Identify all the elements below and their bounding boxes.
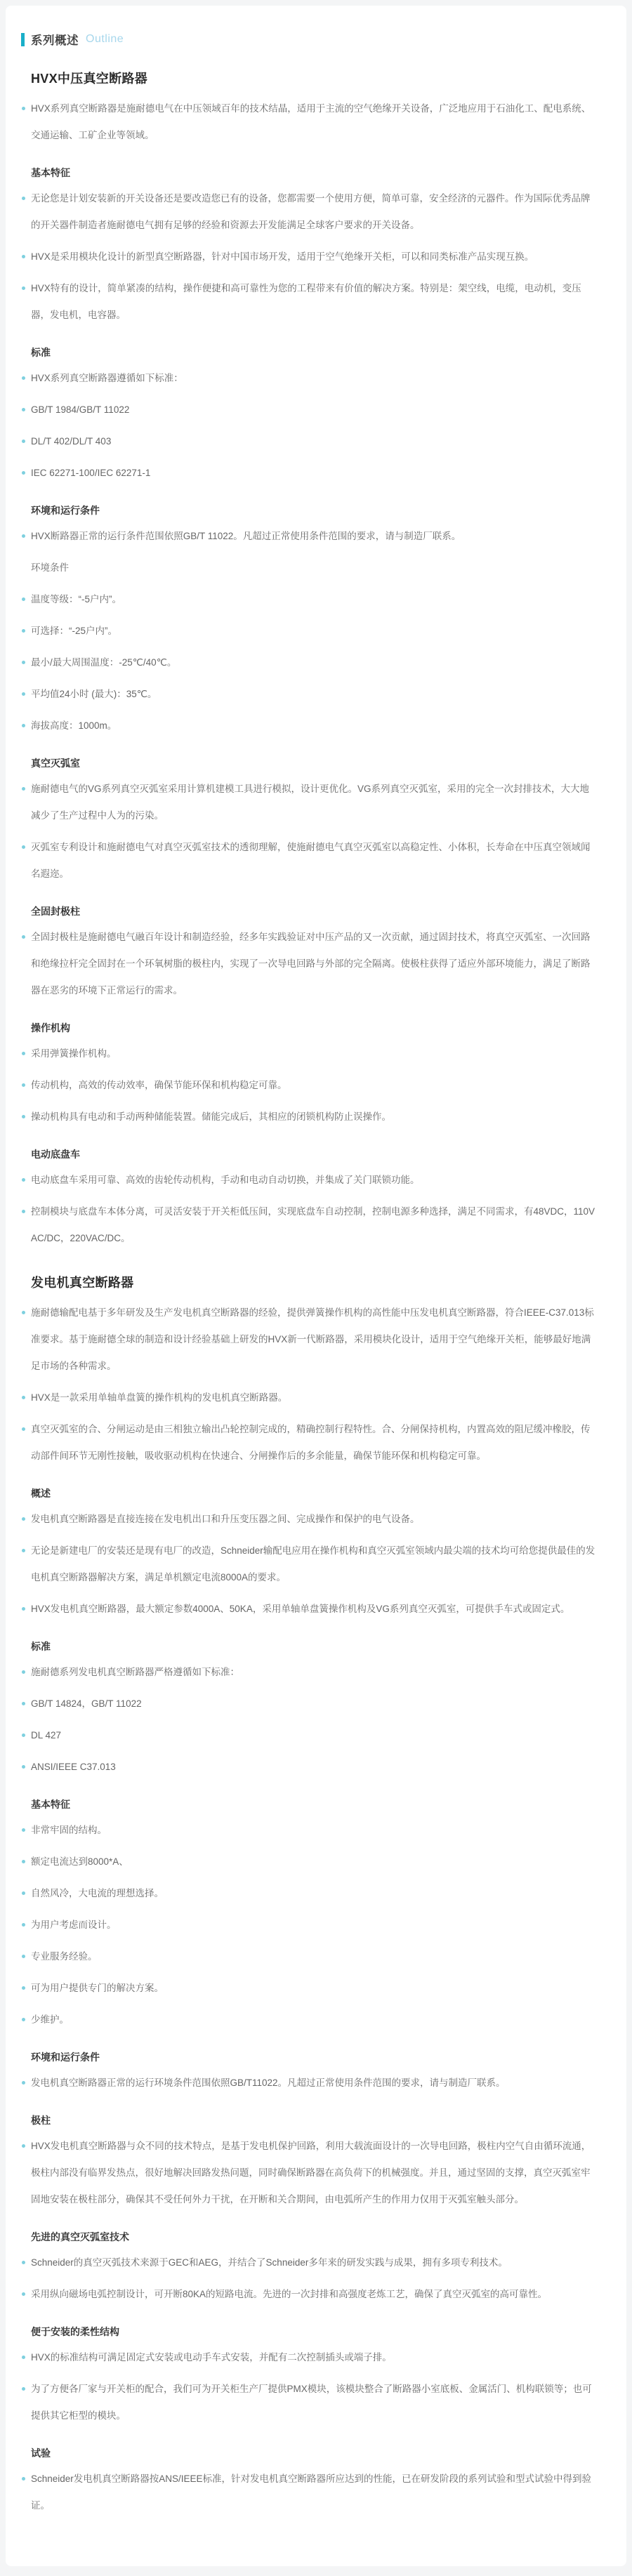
block-text: 无论您是计划安装新的开关设备还是要改造您已有的设备，您都需要一个使用方便，简单可靠，安全经济的元器件。作为国际优秀品牌的开关器件制造者施耐德电气拥有足够的经验和资源去开发能满足全球客户要求的开关设备。 [31,193,591,230]
bullet-item [21,618,598,645]
subsection-heading [21,2113,598,2127]
subsection-heading [21,1797,598,1811]
product-heading [21,69,598,87]
bullet-marker-icon [22,1828,25,1832]
block-text: 基本特征 [31,167,70,178]
block-text: 试验 [31,2448,51,2459]
bullet-marker-icon [22,440,25,443]
bullet-marker-icon [22,197,25,200]
block-text: IEC 62271-100/IEC 62271-1 [31,468,151,478]
block-text: 全固封极柱是施耐德电气融百年设计和制造经验，经多年实践验证对中压产品的又一次贡献，通过固封技术，将真空灭弧室、一次回路和绝缘拉杆完全固封在一个环氧树脂的极柱内，实现了一次导电回路与外部的完全隔离。使极柱获得了适应外部环境能力，满足了断路器在恶劣的环境下正常运行的需求。 [31,932,591,996]
bullet-marker-icon [22,1052,25,1055]
section-title-en: Outline [86,33,124,45]
bullet-item [21,776,598,829]
bullet-marker-icon [22,1670,25,1674]
bullet-item [21,2070,598,2096]
section-header [21,31,598,48]
block-text: 少维护。 [31,2014,69,2025]
bullet-marker-icon [22,935,25,939]
bullet-marker-icon [22,1311,25,1314]
bullet-marker-icon [22,2261,25,2264]
block-text: 平均值24小时 (最大)：35℃。 [31,689,157,699]
bullet-item [21,1198,598,1252]
block-text: 标准 [31,347,51,358]
subsection-heading [21,2050,598,2064]
section-title-zh: 系列概述 [31,34,79,47]
bullet-item [21,365,598,392]
bullet-marker-icon [22,692,25,696]
block-text: 发电机真空断路器是直接连接在发电机出口和升压变压器之间、完成操作和保护的电气设备。 [31,1514,420,1524]
bullet-marker-icon [22,1702,25,1705]
bullet-item [21,1167,598,1194]
product-heading [21,1273,598,1291]
bullet-marker-icon [22,2477,25,2481]
bullet-marker-icon [22,661,25,664]
block-text: HVX的标准结构可满足固定式安装或电动手车式安装，并配有二次控制插头或端子排。 [31,2352,392,2363]
bullet-item [21,1943,598,1970]
bullet-marker-icon [22,1733,25,1737]
bullet-marker-icon [22,1549,25,1552]
block-text: 基本特征 [31,1799,70,1810]
bullet-marker-icon [22,2018,25,2021]
bullet-item [21,681,598,708]
bullet-item [21,1072,598,1099]
bullet-item [21,2344,598,2371]
subsection-heading [21,166,598,180]
bullet-marker-icon [22,1083,25,1087]
bullet-marker-icon [22,1765,25,1769]
bullet-item [21,428,598,455]
bullet-item [21,1754,598,1781]
bullet-marker-icon [22,2144,25,2148]
subsection-heading [21,904,598,918]
bullet-marker-icon [22,107,25,110]
block-text: 先进的真空灭弧室技术 [31,2231,129,2243]
bullet-marker-icon [22,471,25,475]
bullet-marker-icon [22,724,25,727]
block-text: Schneider发电机真空断路器按ANS/IEEE标准，针对发电机真空断路器所应达到的性能，已在研发阶段的系列试验和型式试验中得到验证。 [31,2473,592,2511]
block-text: Schneider的真空灭弧技术来源于GEC和AEG，并结合了Schneider多年来的研发实践与成果，拥有多项专利技术。 [31,2257,508,2268]
block-text: 操动机构具有电动和手动两种储能装置。储能完成后，其相应的闭锁机构防止误操作。 [31,1111,391,1122]
block-text: 环境和运行条件 [31,2052,100,2063]
block-text: HVX是采用模块化设计的新型真空断路器，针对中国市场开发，适用于空气绝缘开关柜，可以和同类标准产品实现互换。 [31,251,534,262]
block-text: 施耐德电气的VG系列真空灭弧室采用计算机建模工具进行模拟，设计更优化。VG系列真空灭弧室，采用的完全一次封排技术，大大地减少了生产过程中人为的污染。 [31,784,590,821]
bullet-marker-icon [22,286,25,290]
block-text: 发电机真空断路器正常的运行环境条件范围依照GB/T11022。凡超过正常使用条件范围的要求，请与制造厂联系。 [31,2078,506,2088]
bullet-marker-icon [22,1923,25,1927]
bullet-marker-icon [22,1427,25,1431]
bullet-marker-icon [22,845,25,849]
bullet-marker-icon [22,597,25,601]
bullet-item [21,2133,598,2213]
bullet-marker-icon [22,2081,25,2085]
block-text: 概述 [31,1488,51,1499]
content-card [6,6,626,2566]
block-text: 标准 [31,1641,51,1652]
plain-text [21,555,598,581]
subsection-heading [21,345,598,359]
bullet-item [21,1849,598,1875]
subsection-heading [21,1486,598,1500]
bullet-item [21,1880,598,1907]
bullet-item [21,1912,598,1938]
bullet-marker-icon [22,787,25,791]
bullet-item [21,1538,598,1591]
block-text: 无论是新建电厂的安装还是现有电厂的改造，Schneider输配电应用在操作机构和真空灭弧室领域内最尖端的技术均可给您提供最佳的发电机真空断路器解决方案，满足单机额定电流8000A的要求。 [31,1545,595,1583]
bullet-item [21,2466,598,2519]
bullet-item [21,397,598,423]
bullet-item [21,523,598,550]
block-text: 额定电流达到8000*A、 [31,1856,129,1867]
bullet-item [21,1300,598,1380]
block-text: 专业服务经验。 [31,1951,98,1962]
subsection-heading [21,2230,598,2244]
bullet-marker-icon [22,2356,25,2359]
block-text: HVX中压真空断路器 [31,72,148,86]
subsection-heading [21,2325,598,2339]
subsection-heading [21,503,598,517]
block-text: 全固封极柱 [31,906,80,917]
bullet-item [21,460,598,487]
block-text: 采用弹簧操作机构。 [31,1048,117,1059]
subsection-heading [21,756,598,770]
content-blocks [21,69,598,2519]
block-text: 为用户考虑而设计。 [31,1920,117,1930]
bullet-item [21,1596,598,1623]
subsection-heading [21,1639,598,1653]
bullet-marker-icon [22,1210,25,1213]
bullet-marker-icon [22,2387,25,2391]
bullet-marker-icon [22,534,25,538]
bullet-item [21,713,598,739]
block-text: DL/T 402/DL/T 403 [31,436,112,447]
bullet-marker-icon [22,1517,25,1521]
block-text: 温度等级：“-5户内”。 [31,594,121,605]
block-text: 真空灭弧室的合、分闸运动是由三相独立输出凸轮控制完成的，精确控制行程特性。合、分闸保持机构，内置高效的阻尼缓冲橡胶，传动部件间环节无刚性接触，吸收驱动机构在快速合、分闸操作后的多余能量，确保节能环保和机构稳定可靠。 [31,1424,591,1461]
bullet-marker-icon [22,2292,25,2296]
bullet-marker-icon [22,255,25,258]
block-text: 控制模块与底盘车本体分离，可灵活安装于开关柜低压间，实现底盘车自动控制，控制电源多种选择，满足不同需求，有48VDC，110V AC/DC，220VAC/DC。 [31,1206,595,1243]
bullet-item [21,1041,598,1067]
bullet-item [21,1659,598,1686]
block-text: GB/T 14824，GB/T 11022 [31,1698,142,1709]
bullet-marker-icon [22,376,25,380]
bullet-marker-icon [22,1178,25,1182]
bullet-item [21,2250,598,2276]
bullet-marker-icon [22,1891,25,1895]
block-text: 电动底盘车采用可靠、高效的齿轮传动机构，手动和电动自动切换，并集成了关门联锁功能。 [31,1175,420,1185]
bullet-marker-icon [22,1860,25,1863]
block-text: HVX是一款采用单轴单盘簧的操作机构的发电机真空断路器。 [31,1392,288,1403]
block-text: 可为用户提供专门的解决方案。 [31,1983,164,1993]
bullet-item [21,2281,598,2308]
bullet-item [21,649,598,676]
bullet-item [21,1817,598,1844]
block-text: GB/T 1984/GB/T 11022 [31,404,130,415]
bullet-marker-icon [22,1955,25,1958]
block-text: 真空灭弧室 [31,758,80,769]
block-text: 非常牢固的结构。 [31,1825,107,1835]
bullet-item [21,244,598,270]
block-text: 传动机构，高效的传动效率，确保节能环保和机构稳定可靠。 [31,1080,287,1090]
block-text: HVX断路器正常的运行条件范围依照GB/T 11022。凡超过正常使用条件范围的要求，请与制造厂联系。 [31,531,461,541]
block-text: 施耐德系列发电机真空断路器严格遵循如下标准： [31,1667,239,1677]
block-text: 可选择：“-25户内”。 [31,626,118,636]
block-text: 环境条件 [31,562,69,573]
bullet-marker-icon [22,1115,25,1118]
bullet-item [21,1506,598,1533]
bullet-item [21,1975,598,2002]
block-text: HVX系列真空断路器是施耐德电气在中压领域百年的技术结晶，适用于主流的空气绝缘开关设备，广泛地应用于石油化工、配电系统、交通运输、工矿企业等领域。 [31,103,591,140]
bullet-item [21,834,598,887]
block-text: ANSI/IEEE C37.013 [31,1762,116,1772]
subsection-heading [21,2446,598,2460]
block-text: 海拔高度：1000m。 [31,720,117,731]
subsection-heading [21,1147,598,1161]
bullet-item [21,95,598,149]
block-text: DL 427 [31,1730,62,1741]
bullet-item [21,1104,598,1130]
bullet-item [21,1722,598,1749]
bullet-marker-icon [22,408,25,411]
subsection-heading [21,1021,598,1035]
block-text: 灭弧室专利设计和施耐德电气对真空灭弧室技术的透彻理解，使施耐德电气真空灭弧室以高稳定性、小体积，长寿命在中压真空领域闻名遐迩。 [31,842,591,879]
block-text: 施耐德输配电基于多年研发及生产发电机真空断路器的经验，提供弹簧操作机构的高性能中压发电机真空断路器，符合IEEE-C37.013标准要求。基于施耐德全球的制造和设计经验基础上研发的HVX新一代断路器，采用模块化设计，适用于空气绝缘开关柜，能够最好地满足市场的各种需求。 [31,1307,594,1371]
bullet-marker-icon [22,629,25,633]
bullet-item [21,1416,598,1469]
block-text: 环境和运行条件 [31,505,100,516]
bullet-item [21,924,598,1004]
block-text: 便于安装的柔性结构 [31,2326,119,2337]
block-text: 为了方便各厂家与开关柜的配合，我们可为开关柜生产厂提供PMX模块，该模块整合了断路器小室底板、金属活门、机构联锁等；也可提供其它柜型的模块。 [31,2384,592,2421]
block-text: HVX发电机真空断路器与众不同的技术特点，是基于发电机保护回路，利用大载流面设计的一次导电回路，极柱内空气自由循环流通，极柱内部没有临界发热点，很好地解决回路发热问题，同时确保断路器在高负荷下的机械强度。并且，通过坚固的支撑，真空灭弧室牢固地安装在极柱部分，确保其不受任何外力干扰，在开断和关合期间，由电弧所产生的作用力仅用于灭弧室触头部分。 [31,2141,591,2205]
block-text: 自然风冷，大电流的理想选择。 [31,1888,164,1898]
block-text: 操作机构 [31,1022,70,1033]
block-text: 电动底盘车 [31,1149,80,1160]
bullet-marker-icon [22,1396,25,1399]
bullet-item [21,2007,598,2033]
block-text: HVX发电机真空断路器，最大额定参数4000A、50KA，采用单轴单盘簧操作机构及VG系列真空灭弧室，可提供手车式或固定式。 [31,1604,570,1614]
block-text: 最小/最大周围温度：-25℃/40℃。 [31,657,177,668]
bullet-item [21,586,598,613]
bullet-item [21,2376,598,2429]
accent-bar-icon [21,33,25,46]
bullet-item [21,275,598,329]
bullet-item [21,1385,598,1411]
block-text: HVX系列真空断路器遵循如下标准： [31,373,183,383]
bullet-item [21,185,598,239]
block-text: HVX特有的设计，简单紧凑的结构，操作便捷和高可靠性为您的工程带来有价值的解决方案。特别是：架空线，电缆，电动机，变压器，发电机，电容器。 [31,283,581,320]
bullet-marker-icon [22,1986,25,1990]
block-text: 极柱 [31,2115,51,2126]
bullet-marker-icon [22,1607,25,1611]
bullet-item [21,1691,598,1717]
block-text: 采用纵向磁场电弧控制设计，可开断80KA的短路电流。先进的一次封排和高强度老炼工艺，确保了真空灭弧室的高可靠性。 [31,2289,548,2299]
block-text: 发电机真空断路器 [31,1276,134,1290]
